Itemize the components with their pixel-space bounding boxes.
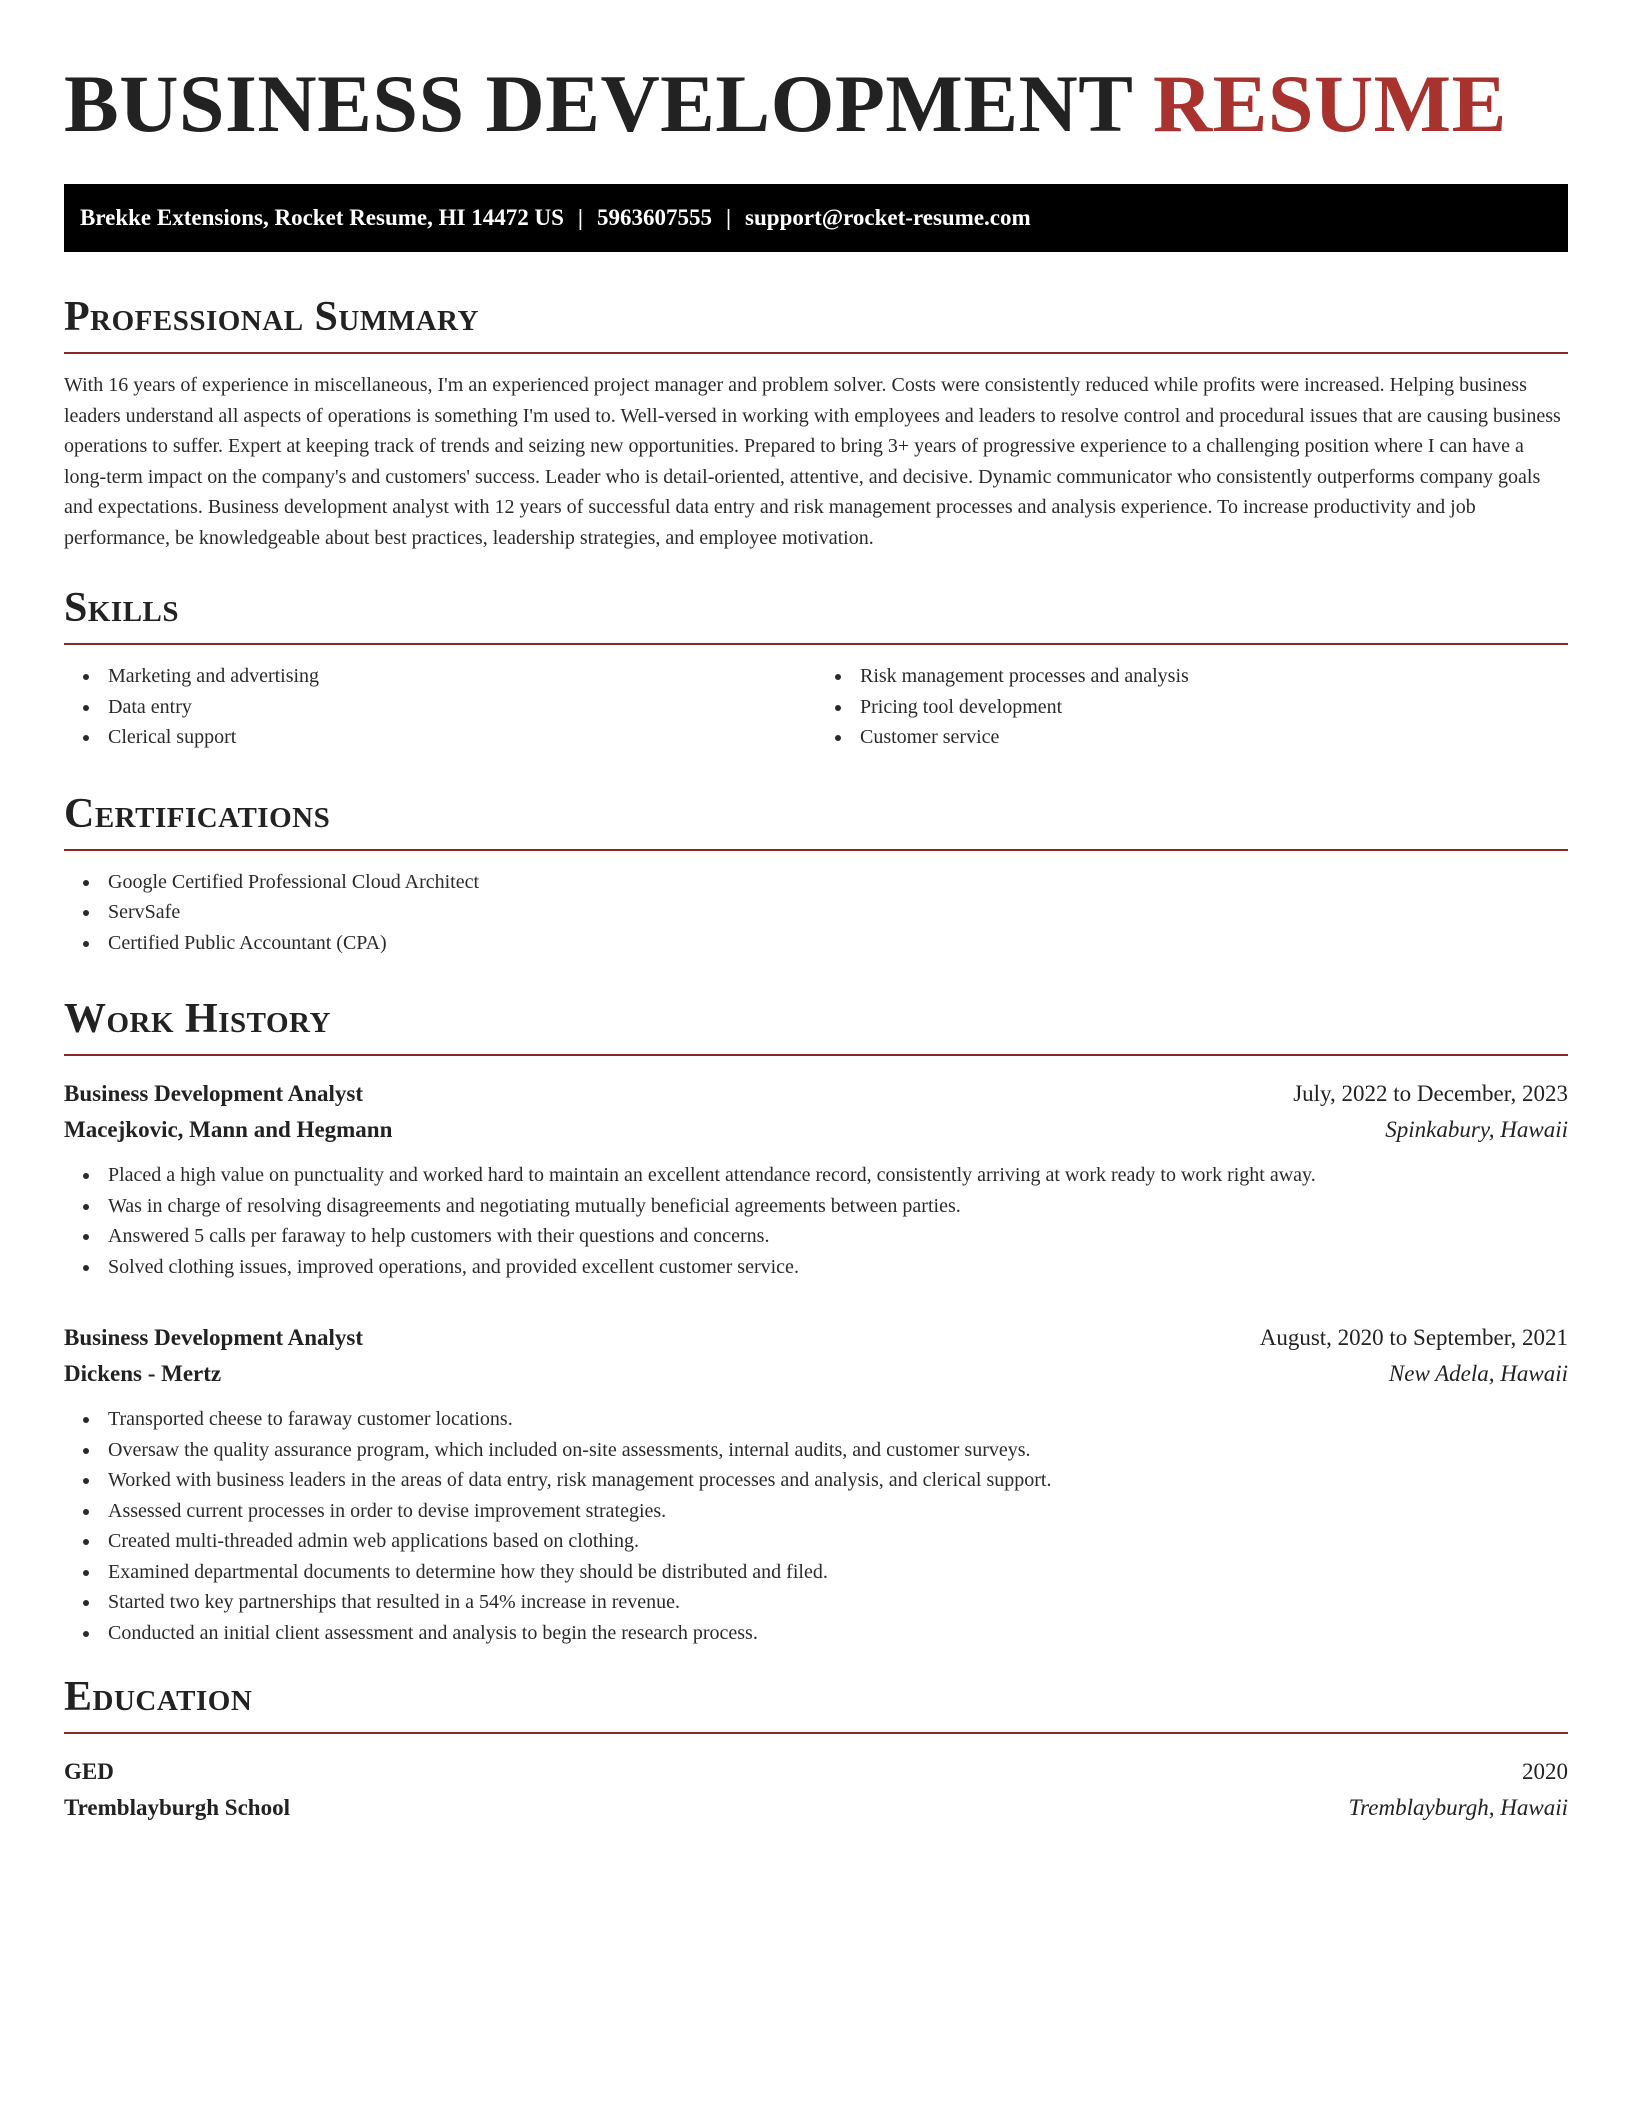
job-dates: July, 2022 to December, 2023 [1293, 1081, 1568, 1106]
job-duty: Placed a high value on punctuality and worked hard to maintain an excellent attendance record, consistently arriving at work ready to work right away. [64, 1160, 1568, 1191]
education-section [64, 1672, 1568, 1826]
job-duty: Worked with business leaders in the areas of data entry, risk management processes and analysis, and clerical support. [64, 1465, 1568, 1496]
certifications-list [64, 867, 1568, 959]
job-entry [64, 1076, 1568, 1282]
education-school-row [64, 1790, 1568, 1826]
education-entry [64, 1754, 1568, 1826]
skill-item: Clerical support [64, 722, 816, 753]
job-location: New Adela, Hawaii [1388, 1361, 1568, 1386]
skill-item: Marketing and advertising [64, 661, 816, 692]
job-duty: Assessed current processes in order to devise improvement strategies. [64, 1496, 1568, 1527]
job-duty: Answered 5 calls per faraway to help customers with their questions and concerns. [64, 1221, 1568, 1252]
skill-item: Data entry [64, 692, 816, 723]
job-duty: Solved clothing issues, improved operations, and provided excellent customer service. [64, 1252, 1568, 1283]
job-duty: Was in charge of resolving disagreements and negotiating mutually beneficial agreements between parties. [64, 1191, 1568, 1222]
job-duties-list [64, 1160, 1568, 1282]
contact-bar [64, 184, 1568, 252]
section-divider [64, 352, 1568, 354]
job-duty: Oversaw the quality assurance program, which included on-site assessments, internal audits, and customer surveys. [64, 1435, 1568, 1466]
job-duty: Created multi-threaded admin web applications based on clothing. [64, 1526, 1568, 1557]
summary-heading: Professional Summary [64, 294, 479, 340]
summary-section [64, 292, 1568, 553]
education-location: Tremblayburgh, Hawaii [1348, 1795, 1568, 1820]
skill-item: Customer service [816, 722, 1568, 753]
education-heading: Education [64, 1674, 253, 1720]
education-year: 2020 [1522, 1759, 1568, 1784]
work-history-section [64, 994, 1568, 1648]
job-duty: Transported cheese to faraway customer locations. [64, 1404, 1568, 1435]
education-degree: GED [64, 1759, 114, 1784]
job-company-row [64, 1112, 1568, 1148]
skills-list-right [816, 661, 1568, 753]
education-header-row [64, 1754, 1568, 1790]
certification-item: Certified Public Accountant (CPA) [64, 928, 1568, 959]
job-location: Spinkabury, Hawaii [1385, 1117, 1568, 1142]
job-title: Business Development Analyst [64, 1325, 364, 1350]
contact-address: Brekke Extensions, Rocket Resume, HI 14472 US [80, 205, 564, 230]
job-duties-list [64, 1404, 1568, 1648]
section-divider [64, 1054, 1568, 1056]
title-main: BUSINESS DEVELOPMENT [64, 58, 1132, 149]
certifications-heading: Certifications [64, 790, 331, 837]
work-history-heading: Work History [64, 996, 331, 1042]
skills-section [64, 583, 1568, 753]
resume-title [64, 56, 1568, 152]
skills-heading: Skills [64, 585, 180, 631]
section-divider [64, 1732, 1568, 1734]
job-company: Dickens - Mertz [64, 1361, 222, 1386]
job-entry [64, 1320, 1568, 1648]
certification-item: Google Certified Professional Cloud Architect [64, 867, 1568, 898]
job-duty: Examined departmental documents to determine how they should be distributed and filed. [64, 1557, 1568, 1588]
education-school: Tremblayburgh School [64, 1795, 290, 1820]
job-dates: August, 2020 to September, 2021 [1259, 1325, 1568, 1350]
contact-email: support@rocket-resume.com [745, 205, 1031, 230]
job-header-row [64, 1076, 1568, 1112]
section-divider [64, 849, 1568, 851]
skill-item: Risk management processes and analysis [816, 661, 1568, 692]
job-duty: Conducted an initial client assessment and analysis to begin the research process. [64, 1618, 1568, 1649]
contact-separator: | [577, 205, 583, 230]
contact-separator: | [725, 205, 732, 230]
job-company-row [64, 1356, 1568, 1392]
title-accent: RESUME [1152, 58, 1507, 149]
skills-columns [64, 661, 1568, 753]
skills-list-left [64, 661, 816, 753]
section-divider [64, 643, 1568, 645]
certification-item: ServSafe [64, 897, 1568, 928]
contact-phone: 5963607555 [596, 205, 712, 230]
job-header-row [64, 1320, 1568, 1356]
job-title: Business Development Analyst [64, 1081, 364, 1106]
certifications-section [64, 789, 1568, 959]
job-duty: Started two key partnerships that resulted in a 54% increase in revenue. [64, 1587, 1568, 1618]
skill-item: Pricing tool development [816, 692, 1568, 723]
job-company: Macejkovic, Mann and Hegmann [64, 1117, 393, 1142]
summary-text: With 16 years of experience in miscellaneous, I'm an experienced project manager and problem solver. Costs were consistently reduced while profits were increased. Helping business leaders understand all aspects of operations is something I'm used to. Well-versed in working with employees and leaders to resolve control and procedural issues that are causing business operations to suffer. Expert at keeping track of trends and seizing new opportunities. Prepared to bring 3+ years of progressive experience to a challenging position where I can have a long-term impact on the company's and customers' success. Leader who is detail-oriented, attentive, and decisive. Dynamic communicator who consistently outperforms company goals and expectations. Business development analyst with 12 years of successful data entry and risk management processes and analysis experience. To increase productivity and job performance, be knowledgeable about best practices, leadership strategies, and employee motivation. [64, 374, 1561, 549]
